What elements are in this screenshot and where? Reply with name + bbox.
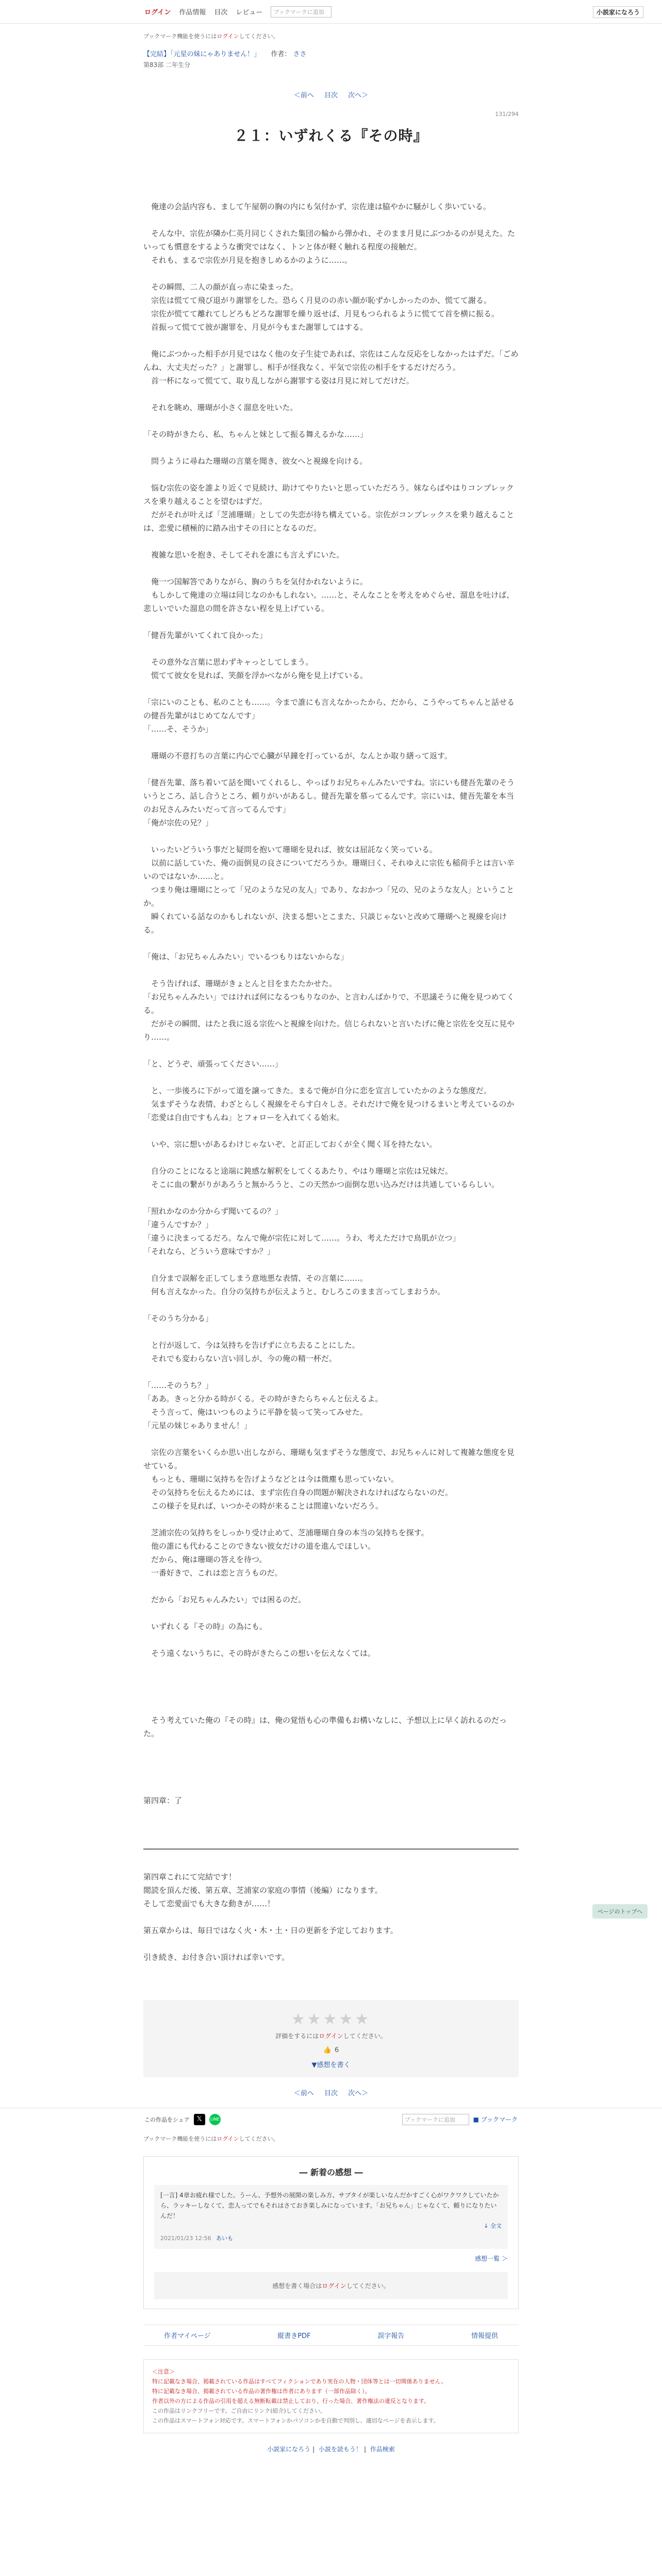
body-paragraph [143,762,519,776]
bottom-pager [143,2088,519,2097]
bookmark-login-note-2 [143,2134,519,2143]
afterword-paragraph: 第五章からは、毎日ではなく火・木・土・日の更新を予定しております。 [143,1926,398,1935]
share-bar [0,2108,662,2130]
body-paragraph [143,1365,519,1379]
page-top-button[interactable]: ページのトップへ [592,1904,648,1919]
body-paragraph: 「その時がきたら、私、ちゃんと妹として振る舞えるかな……」 [143,430,368,439]
impression-date: 2021/01/23 12:56 [160,2235,211,2242]
body-paragraph [143,468,519,481]
body-paragraph: 「と、どうぞ、頑張ってください……」 [143,1059,283,1069]
line-share-icon[interactable]: LINE [209,2114,221,2125]
bookmark-note-prefix: ブックマーク機能を使うには [143,33,217,40]
impression-login-box [154,2272,508,2299]
body-paragraph [143,1687,519,1700]
thumbs-up-icon: 👍 [323,2046,332,2054]
body-paragraph: 首一杯になって慌てて、取り乱しながら謝罪する姿は月見に対してだけだ。 [143,376,414,385]
nav-toc[interactable]: 目次 [214,9,228,16]
body-paragraph: この様子を見れば、いつかその時が来ることは間違いないだろう。 [143,1501,384,1511]
prev-link-bottom[interactable]: ＜前へ [293,2090,314,2097]
notice-box [143,2359,519,2433]
body-paragraph: 首振って慌てて彼が謝罪を、月見が今もまた謝罪してはする。 [143,323,368,332]
body-paragraph [143,535,519,548]
like-count: 6 [334,2046,339,2054]
body-paragraph [143,441,519,454]
body-paragraph: 自分のことになると途端に鈍感な解釈をしてくるあたり、やはり珊瑚と宗佐は兄妹だ。 [143,1166,453,1176]
body-paragraph: 「宗にいのことも、私のことも……。今まで誰にも言えなかったから、だから、こうやってちゃんと話せるの健吾先輩がはじめてなんです」 [143,698,515,720]
body-paragraph: いずれくる『その時』の為にも。 [143,1622,268,1631]
body-paragraph: 「違うに決まってるだろ。なんで俺が宗佐に対して……。うわ、考えただけで鳥肌が立つ」 [143,1233,460,1243]
rating-note-suffix: してください。 [343,2032,387,2040]
impression-login-prefix: 感想を書く場合は [272,2282,322,2290]
impressions-all-link[interactable]: 感想一覧 ＞ [475,2255,508,2262]
body-paragraph: 「元星の妹じゃありません！」 [143,1421,252,1430]
impression-login-suffix: してください。 [346,2282,390,2290]
body-paragraph: 「そのうち分かる」 [143,1314,213,1323]
body-paragraph: 「それなら、どういう意味ですか？」 [143,1247,275,1256]
top-pager [143,90,519,99]
notice-warn-3: 作者以外の方による作品の引用を超える無断転載は禁止しており、行った場合、著作権法の違反となります。 [152,2398,430,2404]
body-paragraph [143,1767,519,1781]
body-paragraph [143,1700,519,1714]
body-paragraph [143,267,519,280]
body-paragraph: 「お兄ちゃんみたい」ではければ何になるつもりなのか、と言わんばかりで、不思議そうに俺を見つめてくる。 [143,992,515,1015]
body-paragraph: 「……そのうち？」 [143,1381,213,1390]
body-paragraph: 自分まで誤解を正してしまう意地悪な表情、その言葉に……。 [143,1274,368,1283]
body-paragraph [143,963,519,977]
chapter-title: ２１：いずれくる『その時』 [234,127,428,144]
body-paragraph [143,1044,519,1057]
body-paragraph: その気持ちを伝えるためには、まず宗佐自身の問題が解決されなければならないのだ。 [143,1488,453,1497]
rating-login-note [143,2031,519,2040]
lower-content [143,2134,519,2453]
body-paragraph: 「健吾先輩がいてくれて良かった」 [143,631,268,640]
afterword-paragraph [143,1910,519,1924]
body-paragraph: そこに血の繋がりがあろうと無かろうと、この天然かつ面倒な思い込みだけは共通しているらしい。 [143,1180,500,1189]
bookmark-note-suffix: してください。 [239,33,279,40]
body-paragraph [143,1071,519,1084]
body-paragraph [143,387,519,401]
rating-note-prefix: 評価をするには [275,2032,319,2040]
like-row[interactable] [143,2046,519,2054]
body-paragraph: 瞬くれている話なのかもしれないが、決まる想いとこまた、只談じゃないと改めて珊瑚へと視線を向ける。 [143,912,507,935]
impressions-heading: ― 新着の感想 ― [299,2167,363,2177]
body-paragraph: 何も言えなかった。自分の気持ちが伝えようと、むしろこのまま言ってしまおうか。 [143,1287,445,1296]
body-paragraph [143,1781,519,1794]
body-paragraph: それでも変わらない言い回しが、今の俺の精一杯だ。 [143,1354,337,1363]
body-paragraph: それも、まるで宗佐が月見を抱きしめるかのように……。 [143,256,352,265]
body-paragraph: 悩む宗佐の姿を誰より近くで見続け、助けてやりたいと思っていただろう。妹ならばやはりコンプレックスを乗り越えることを望むはずだ。 [143,483,514,506]
body-paragraph: 宗佐は慌てて飛び退がり謝罪をした。恐らく月見のの赤い顔が恥ずかしかったのか、慌てて謝る。 [143,296,492,305]
vertical-pdf-link[interactable]: 縦書きPDF [277,2332,311,2340]
bookmark-add-button[interactable]: ■ ブックマーク [473,2116,518,2123]
impression-more-link[interactable]: ↓ 全文 [484,2223,502,2229]
body-paragraph: もしかして俺達の立場は同じなのかもしれない。……と、そんなことを考えをめぐらせ、溜息を吐けば、悲しいでいた溜息の間を許さない程を見上げている。 [143,590,515,613]
notice-warn-1: 特に記載なき場合、掲載されている作品はすべてフィクションであり実在の人物・団体等とは一切関係ありません。 [152,2378,447,2385]
info-provide-link[interactable]: 情報提供 [471,2332,498,2340]
afterword-paragraph [143,1937,519,1951]
body-paragraph [143,937,519,950]
author-mypage-link[interactable]: 作者マイページ [164,2332,211,2340]
body-paragraph [143,1660,519,1673]
body-paragraph [143,1606,519,1620]
body-paragraph: だがその瞬間、はたと我に返る宗佐へと視線を向けた。信じられないと言いたげに俺と宗佐を交互に見やり……。 [143,1019,515,1042]
body-paragraph [143,334,519,347]
episode-line: 第83部 二年生分 [143,61,191,69]
body-paragraph [143,1754,519,1767]
impression-text: [一言] 4章お疲れ様でした。うーん、予想外の展開の楽しみ方、サブタイが楽しいなんだかすごく心がワクワクしていたから、ラッキーしなくて、恋人ってでもそれはさておき楽しみになっています。「お兄ちゃん」じゃなくて、頼りになりたいんだ！ [160,2192,499,2219]
body-paragraph [143,187,519,200]
body-paragraph: 宗佐の言葉をいくらか思い出しながら、珊瑚も気まずそうな態度で、お兄ちゃんに対して複雑な態度を見せている。 [143,1448,515,1470]
chapter-body [143,187,519,1807]
body-paragraph: 気まずそうな表情、わざとらしく視線をそらす白々しさ。それだけで俺を見つけるまいと考えているのか「恋愛は自由ですもんね」とフォローを入れてくる始末。 [143,1099,515,1122]
share-right [402,2114,518,2125]
bottom-link-search[interactable]: 作品検索 [370,2446,395,2453]
body-paragraph: もっとも、珊瑚に気持ちを告げようなどとは今は微塵も思っていない。 [143,1475,399,1484]
bookmark-note2-prefix: ブックマーク機能を使うには [143,2136,217,2142]
x-share-icon[interactable]: 𝕏 [194,2114,205,2125]
body-paragraph: だがそれが叶えば「芝浦珊瑚」としての失恋が待ち構えている。宗佐がコンプレックスを乗り越えることは、恋愛に積極的に踏み出すその日にとなるのだ。 [143,510,515,533]
share-left [144,2114,221,2125]
body-paragraph [143,1432,519,1446]
top-header [0,0,662,24]
page-count: 131/294 [495,111,519,117]
footer-links [143,2325,519,2346]
body-paragraph: 複雑な思いを抱き、そしてそれを誰にも言えずにいた。 [143,550,344,560]
body-paragraph [143,736,519,749]
body-paragraph: 宗佐が慌てて離れてしどろもどろな謝罪を繰り返せば、月見もつられるように慌てて首を横に振る。 [143,309,500,318]
body-paragraph [143,1258,519,1272]
impressions-section [143,2156,519,2309]
body-paragraph: と行が返して、今は気持ちを告げずに立ち去ることにした。 [143,1341,360,1350]
bookmark-login-note [143,32,519,40]
body-paragraph: 俺一つ国解答でありながら、胸のうちを気付かれないように。 [143,577,368,586]
body-paragraph: 第四章：了 [143,1796,183,1805]
body-paragraph [143,615,519,629]
body-paragraph: 「……そ、そうか」 [143,724,213,734]
body-paragraph: 珊瑚の不意打ちの言葉に内心で心臓が早鐘を打っているが、なんとか取り繕って返す。 [143,751,452,760]
body-paragraph: 以前に話していた、俺の面倒見の良さについてだろうか。珊瑚曰く、それゆえに宗佐も稲荷手とは言い辛いのではないか……と。 [143,858,515,881]
body-paragraph [143,1740,519,1754]
bookmark-note2-suffix: してください。 [239,2136,279,2142]
body-paragraph [143,1580,519,1593]
body-paragraph: そう考えていた俺の『その時』は、俺の覚悟も心の準備もお構いなしに、予想以上に早く訪れるのだった。 [143,1716,507,1738]
body-paragraph: 「俺は、「お兄ちゃんみたい」でいるつもりはないからな」 [143,952,349,961]
afterword-paragraph: そして恋愛面でも大きな動きが……！ [143,1899,275,1908]
body-paragraph: 俺達の会話内容も、まして午屋朝の胸の内にも気付かず、宗佐達は脇やかに騒がしく歩いている。 [143,202,491,211]
notice-gray-2: この作品はスマートフォン対応です。スマートフォンかパソコンかを自動で判別し、適切なページを表示します。 [152,2417,439,2424]
body-paragraph [143,1325,519,1338]
body-paragraph [143,1124,519,1138]
afterword-divider [143,1849,519,1850]
body-paragraph: と、一歩後ろに下がって道を譲ってきた。まるで俺が自分に恋を宣言していたかのような態度だ。 [143,1086,491,1095]
next-link-bottom[interactable]: 次へ＞ [348,2090,369,2097]
body-paragraph: 「ああ。きっと分かる時がくる。その時がきたらちゃんと伝えるよ。 [143,1394,383,1403]
notice-warn-2: 特に記載なき場合、掲載されている作品の著作権は作者にあります（一部作品除く）。 [152,2388,371,2395]
body-paragraph: 一番好きで、これは恋と言うものだ。 [143,1568,283,1578]
bookmark-add-input[interactable]: ブックマークに追加 [402,2114,469,2125]
series-info [143,48,519,58]
typo-report-link[interactable]: 誤字報告 [377,2332,405,2340]
afterword-paragraph: 引き続き、お付き合い頂ければ幸いです。 [143,1953,290,1962]
body-paragraph [143,642,519,655]
body-paragraph [143,1298,519,1312]
impression-login-link[interactable]: ログイン [322,2282,346,2290]
body-paragraph [143,1513,519,1526]
body-paragraph: 問うように尋ねた珊瑚の言葉を聞き、彼女へと視線を向ける。 [143,456,368,466]
body-paragraph: 芝浦宗佐の気持ちをしっかり受け止めて、芝浦珊瑚自身の本当の気持ちを探す。 [143,1528,429,1537]
series-title-link[interactable]: 【完結】「元星の妹にゃありません！」 [143,50,261,58]
bookmark-login-link[interactable]: ログイン [217,33,239,40]
body-paragraph: 他の誰にも代わることのできない彼女だけの道を進んでほしい。 [143,1541,376,1551]
prev-link[interactable]: ＜前へ [293,92,314,99]
share-label: この作品をシェア [144,2116,190,2123]
bottom-link-yomou[interactable]: 小説を読もう！ [318,2446,362,2453]
body-paragraph [143,414,519,428]
body-paragraph [143,1633,519,1647]
impression-user-link[interactable]: あいも [216,2235,234,2242]
main-content [143,32,519,2097]
login-link[interactable]: ログイン [144,9,171,16]
body-paragraph: だから「お兄ちゃんみたい」では困るのだ。 [143,1595,306,1604]
nav-review[interactable]: レビュー [236,9,263,16]
body-paragraph [143,562,519,575]
body-paragraph: それを眺め、珊瑚が小さく溜息を吐いた。 [143,403,298,412]
afterword [143,1870,519,1964]
bottom-links: 小説家になろう | 小説を読もう！ | 作品検索 [267,2446,395,2453]
author-link[interactable]: ささ [293,50,307,58]
body-paragraph: つまり俺は珊瑚にとって「兄のような兄の友人」であり、なおかつ「兄の、兄のような友人」ということか。 [143,885,515,908]
afterword-paragraph: 第四章これにて完結です！ [143,1872,237,1882]
impression-card [154,2185,508,2249]
body-paragraph: いったいどういう事だと疑問を抱いて珊瑚を見れば、彼女は屈託なく笑っている。 [143,845,438,854]
body-paragraph: そんな中、宗佐が隣か仁英月同じくされた集団の輪から弾かれ、そのまま月見にぶつかるのが見えた。たいっても慣意をするような衝突ではなく、トンと体が軽く触れる程度の接触だ。 [143,229,515,251]
rating-login-link[interactable]: ログイン [319,2032,343,2040]
notice-head: ＜注意＞ [152,2368,175,2375]
body-paragraph: 「俺が宗佐の兄？」 [143,818,213,827]
notice-gray-1: この作品はリンクフリーです。ご自由にリンク(紹介)してください。 [152,2408,326,2414]
bookmark-login-link-2[interactable]: ログイン [217,2136,239,2142]
rating-stars[interactable]: ★★★★★ [291,2010,371,2028]
body-paragraph: 「照れかなのか分からず聞いてるの？」 [143,1207,283,1216]
body-paragraph [143,829,519,843]
body-paragraph: 「違うんですか？」 [143,1220,213,1229]
body-paragraph: そう言って、俺はいつものように平静を装って笑ってみせた。 [143,1408,368,1417]
bottom-link-narou[interactable]: 小説家になろう [267,2446,311,2453]
body-paragraph: いや、宗に想いがあるわけじゃないぞ、と訂正しておくが全く聞く耳を持たない。 [143,1140,437,1149]
body-paragraph: その瞬間、二人の顔が直っ赤に染まった。 [143,282,299,292]
write-impression-link[interactable]: ▼感想を書く [311,2061,351,2069]
author-label: 作者： [271,50,291,58]
toc-link-bottom[interactable]: 目次 [324,2090,338,2097]
body-paragraph: 俺にぶつかった相手が月見ではなく他の女子生徒であれば、宗佐はこんな反応をしなかったはずだ。「ごめんね、大丈夫だった？」と謝罪し、相手が怪我なく、平気で宗佐の相手をするだけだろう。 [143,349,519,372]
toc-link[interactable]: 目次 [324,92,338,99]
body-paragraph [143,1191,519,1205]
site-logo[interactable]: 小説家になろう [593,6,643,18]
impression-meta [160,2233,502,2244]
body-paragraph: だから、俺は珊瑚の答えを待つ。 [143,1555,267,1564]
afterword-paragraph: 閲読を頂んだ後、第五章、芝浦家の家庭の事情（後編）になります。 [143,1886,383,1895]
body-paragraph [143,1673,519,1687]
body-paragraph: その意外な言葉に思わずキャっとしてしまう。 [143,657,313,667]
nav-work-info[interactable]: 作品情報 [179,9,206,16]
body-paragraph: 「健吾先輩、落ち着いて話を聞いてくれるし、やっぱりお兄ちゃんみたいですね。宗にいも健吾先輩のそういうところ、話し合うところ、頼りがいがあるし。健吾先輩を慕ってるんです。宗にいは、健吾先輩を本当のお兄さんみたいだって言ってるんです」 [143,778,515,814]
next-link[interactable]: 次へ＞ [348,92,369,99]
body-paragraph: そう告げれば、珊瑚がきょとんと目をまたたかせた。 [143,979,337,988]
body-paragraph [143,1151,519,1164]
body-paragraph: 慌てて彼女を見れば、笑顔を浮かべながら俺を見上げている。 [143,671,368,680]
body-paragraph [143,213,519,227]
body-paragraph: そう遠くないうちに、その時がきたらこの想いを伝えなくては。 [143,1649,376,1658]
body-paragraph [143,682,519,696]
bookmark-search-input[interactable]: ブックマークに追加 [271,6,332,18]
rating-box [143,2000,519,2077]
